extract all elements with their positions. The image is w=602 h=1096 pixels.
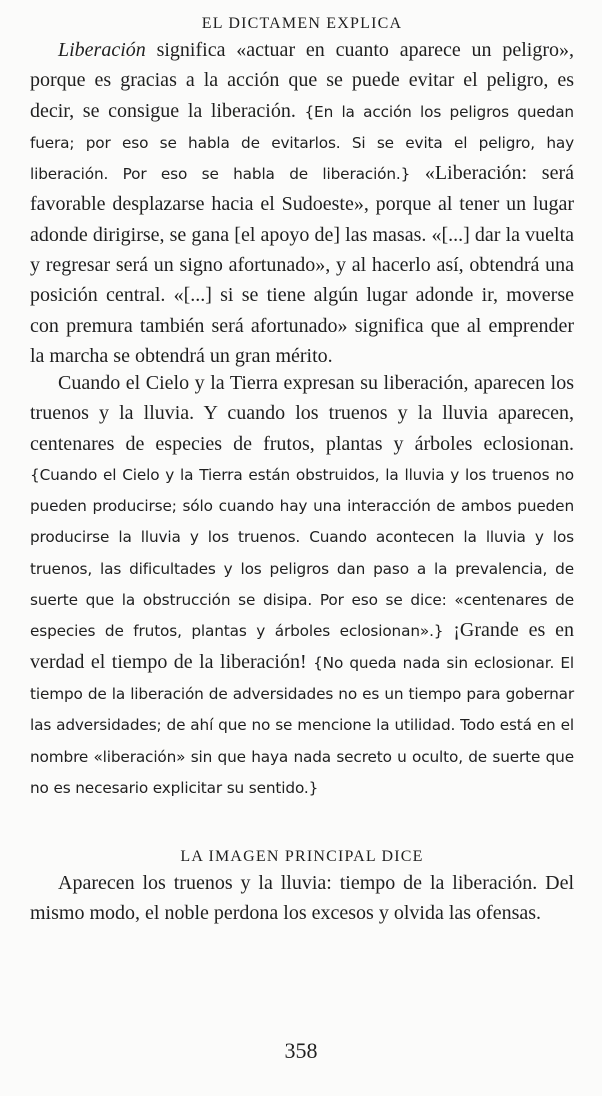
paragraph-2 bbox=[30, 368, 574, 803]
term-liberacion: Liberación bbox=[58, 39, 146, 61]
heading-imagen: LA IMAGEN PRINCIPAL DICE bbox=[180, 848, 424, 865]
paragraph-1 bbox=[30, 35, 574, 371]
heading-dictamen: EL DICTAMEN EXPLICA bbox=[201, 15, 403, 32]
commentary-text: {No queda nada sin eclosionar. El tiempo de la liberación de adversidades no es un tiempo para gobernar las adversidades; de ahí que no se mencione la utilidad. Todo está en el nombre «liberación» sin que haya nada secreto u oculto, de suerte que no es necesario explicitar su sentido.} bbox=[30, 653, 574, 797]
main-text: Aparecen los truenos y la lluvia: tiempo de la liberación. Del mismo modo, el noble perdona los excesos y olvida las ofensas. bbox=[30, 872, 574, 925]
paragraph-3 bbox=[30, 868, 574, 929]
section-heading-dictamen bbox=[30, 14, 574, 34]
main-text: ¡Grande es en verdad el tiempo de la liberación! bbox=[30, 619, 574, 673]
main-text: «Liberación: será favorable desplazarse hacia el Sudoeste», porque al tener un lugar adonde dirigirse, se gana [el apoyo de] las masas. «[...] dar la vuelta y regresar será un signo afortunado», y al hacerlo así, obtendrá una posición central. «[...] si se tiene algún lugar adonde ir, moverse con premura también será afortunado» significa que al emprender la marcha se obtendrá un gran mérito. bbox=[30, 162, 574, 367]
page-number: 358 bbox=[284, 1038, 318, 1063]
paragraph-liberacion bbox=[30, 35, 574, 371]
section-heading-imagen bbox=[30, 847, 574, 867]
commentary-text: {Cuando el Cielo y la Tierra están obstruidos, la lluvia y los truenos no pueden producirse; sólo cuando hay una interacción de ambos pueden producirse la lluvia y los truenos. Cuando acontecen la lluvia y los truenos, las dificultades y los peligros dan paso a la prevalencia, de suerte que la obstrucción se disipa. Por eso se dice: «centenares de especies de frutos, plantas y árboles eclosionan».} bbox=[30, 465, 574, 641]
main-text: significa «actuar en cuanto aparece un peligro», porque es gracias a la acción que se puede evitar el peligro, es decir, se consigue la liberación. bbox=[30, 39, 574, 122]
paragraph-imagen bbox=[30, 868, 574, 929]
commentary-text: {En la acción los peligros quedan fuera; por eso se habla de evitarlos. Si se evita el peligro, hay liberación. Por eso se habla de liberación.} bbox=[30, 102, 574, 184]
paragraph-cielo-tierra bbox=[30, 368, 574, 803]
main-text: Cuando el Cielo y la Tierra expresan su liberación, aparecen los truenos y la lluvia. Y cuando los truenos y la lluvia aparecen, centenares de especies de frutos, plantas y árboles eclosionan. bbox=[30, 372, 574, 455]
